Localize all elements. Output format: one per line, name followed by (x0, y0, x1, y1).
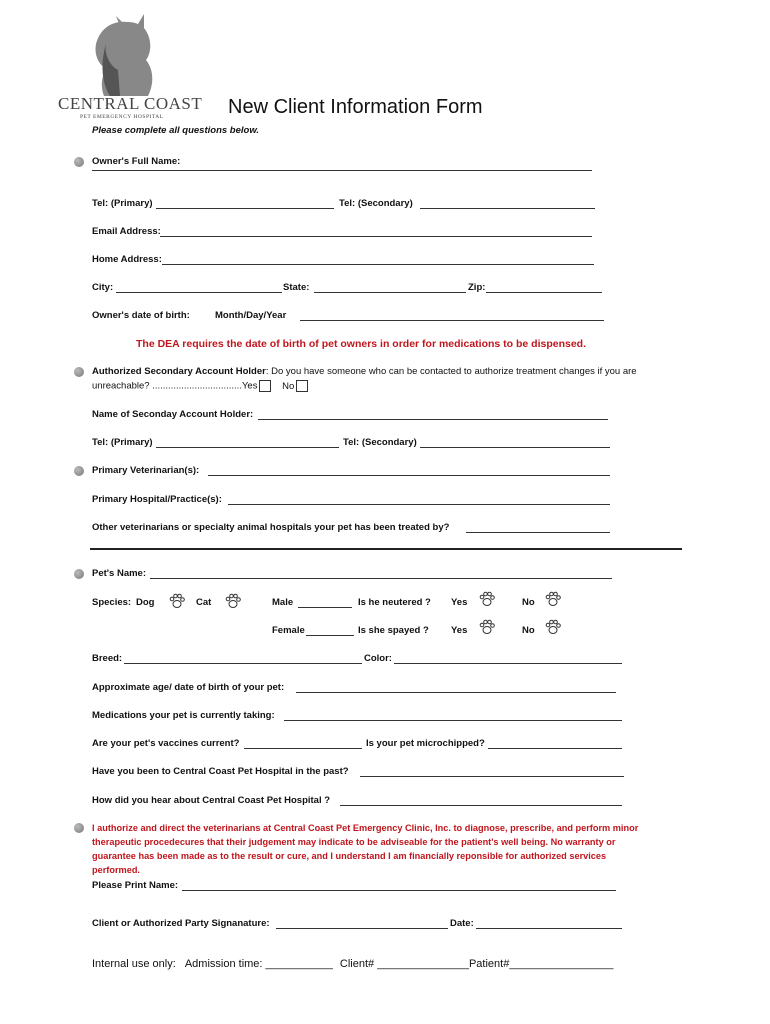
breed-field[interactable] (124, 663, 362, 664)
dea-notice: The DEA requires the date of birth of pet owners in order for medications to be dispensed. (136, 338, 587, 350)
spayed-no-label: No (522, 625, 535, 636)
owner-tel-secondary-label: Tel: (Secondary) (339, 198, 413, 209)
vaccines-label: Are your pet's vaccines current? (92, 738, 240, 749)
owner-tel-secondary-field[interactable] (420, 208, 595, 209)
owner-full-name-label: Owner's Full Name: (92, 156, 181, 167)
client-number: Client# _______________ (339, 958, 469, 970)
cat-label: Cat (196, 597, 212, 608)
paw-checkbox-icon[interactable] (478, 618, 496, 636)
internal-use-row (92, 958, 613, 970)
internal-use-label: Internal use only: (92, 958, 176, 970)
logo-subtitle: PET EMERGENCY HOSPITAL (80, 114, 164, 120)
state-field[interactable] (314, 292, 466, 293)
signature-field[interactable] (276, 928, 448, 929)
city-label: City: (92, 282, 114, 293)
signature-label: Client or Authorized Party Signanature: (92, 918, 270, 929)
vaccines-field[interactable] (244, 748, 362, 749)
primary-hospital-label: Primary Hospital/Practice(s): (92, 494, 222, 505)
paw-checkbox-icon[interactable] (478, 590, 496, 608)
secondary-tel-primary-label: Tel: (Primary) (92, 437, 153, 448)
primary-vet-field[interactable] (208, 475, 610, 476)
print-name-field[interactable] (182, 890, 616, 891)
owner-full-name-field[interactable] (92, 170, 592, 171)
been-before-label: Have you been to Central Coast Pet Hospital in the past? (92, 766, 349, 777)
state-label: State: (283, 282, 310, 293)
secondary-tel-secondary-label: Tel: (Secondary) (343, 437, 417, 448)
paw-checkbox-icon[interactable] (544, 590, 562, 608)
date-field[interactable] (476, 928, 622, 929)
secondary-text-2: unreachable? ..................................Yes (92, 380, 258, 392)
color-label: Color: (364, 653, 392, 664)
male-label: Male (272, 597, 294, 608)
neutered-no-label: No (522, 597, 535, 608)
secondary-label: Authorized Secondary Account Holder (92, 366, 266, 377)
page-title: New Client Information Form (228, 96, 483, 118)
pet-silhouette-icon (58, 14, 198, 104)
spayed-yes-label: Yes (451, 625, 468, 636)
date-label: Date: (450, 918, 474, 929)
authorization-line-1: I authorize and direct the veterinarians at Central Coast Pet Emergency Clinic, Inc. to diagnose, prescribe, and perform minor (92, 823, 639, 833)
dog-option[interactable] (136, 597, 154, 608)
paw-checkbox-icon[interactable] (544, 618, 562, 636)
been-before-field[interactable] (360, 776, 624, 777)
email-label: Email Address: (92, 226, 161, 237)
medications-field[interactable] (284, 720, 622, 721)
microchip-field[interactable] (488, 748, 622, 749)
medications-label: Medications your pet is currently taking: (92, 710, 275, 721)
secondary-question (92, 366, 637, 377)
cat-option[interactable] (196, 597, 211, 608)
bullet-icon (74, 823, 84, 833)
email-field[interactable] (160, 236, 592, 237)
referral-field[interactable] (340, 805, 622, 806)
other-vets-label: Other veterinarians or specialty animal hospitals your pet has been treated by? (92, 522, 450, 533)
secondary-answer-row (92, 380, 308, 392)
paw-checkbox-icon[interactable] (168, 592, 186, 610)
zip-label: Zip: (468, 282, 486, 293)
breed-label: Breed: (92, 653, 123, 664)
female-label: Female (272, 625, 305, 636)
owner-tel-primary-field[interactable] (156, 208, 334, 209)
admission-time: Admission time: ___________ (184, 958, 333, 970)
owner-dob-label: Owner's date of birth: (92, 310, 190, 321)
paw-checkbox-icon[interactable] (224, 592, 242, 610)
home-address-label: Home Address: (92, 254, 162, 265)
pet-name-field[interactable] (150, 578, 612, 579)
neutered-label: Is he neutered ? (358, 597, 431, 608)
patient-number: Patient#_________________ (468, 958, 614, 970)
print-name-label: Please Print Name: (92, 880, 179, 891)
page-subtitle: Please complete all questions below. (92, 125, 260, 136)
authorization-line-4: performed. (92, 865, 140, 875)
male-field[interactable] (298, 607, 352, 608)
city-field[interactable] (116, 292, 282, 293)
pet-name-label: Pet's Name: (92, 568, 147, 579)
logo (58, 14, 203, 124)
owner-dob-field[interactable] (300, 320, 604, 321)
owner-tel-primary-label: Tel: (Primary) (92, 198, 153, 209)
primary-vet-label: Primary Veterinarian(s): (92, 465, 200, 476)
bullet-icon (74, 466, 84, 476)
bullet-icon (74, 157, 84, 167)
species-label: Species: (92, 597, 132, 608)
spayed-label: Is she spayed ? (358, 625, 429, 636)
microchip-label: Is your pet microchipped? (366, 738, 485, 749)
home-address-field[interactable] (162, 264, 594, 265)
pet-age-field[interactable] (296, 692, 616, 693)
yes-checkbox[interactable] (259, 380, 271, 392)
secondary-name-field[interactable] (258, 419, 608, 420)
pet-age-label: Approximate age/ date of birth of your pet: (92, 682, 285, 693)
referral-label: How did you hear about Central Coast Pet Hospital ? (92, 795, 331, 806)
neutered-yes-label: Yes (451, 597, 468, 608)
color-field[interactable] (394, 663, 622, 664)
bullet-icon (74, 569, 84, 579)
female-field[interactable] (306, 635, 354, 636)
secondary-tel-secondary-field[interactable] (420, 447, 610, 448)
no-label: No (282, 380, 295, 392)
logo-name: CENTRAL COAST (58, 94, 203, 113)
section-divider (90, 548, 682, 550)
dog-label: Dog (136, 597, 155, 608)
secondary-text: : Do you have someone who can be contacted to authorize treatment changes if you are (265, 366, 637, 377)
secondary-tel-primary-field[interactable] (156, 447, 339, 448)
authorization-line-2: therapeutic procedecures that their judgement may indicate to be adviseable for the patient's well being. No warranty or (92, 837, 616, 847)
primary-hospital-field[interactable] (228, 504, 610, 505)
other-vets-field[interactable] (466, 532, 610, 533)
owner-dob-format: Month/Day/Year (215, 310, 287, 321)
bullet-icon (74, 367, 84, 377)
authorization-line-3: guarantee has been made as to the result or cure, and I understand I am financially reponsible for authorized services (92, 851, 607, 861)
secondary-name-label: Name of Seconday Account Holder: (92, 409, 254, 420)
no-checkbox[interactable] (296, 380, 308, 392)
zip-field[interactable] (486, 292, 602, 293)
